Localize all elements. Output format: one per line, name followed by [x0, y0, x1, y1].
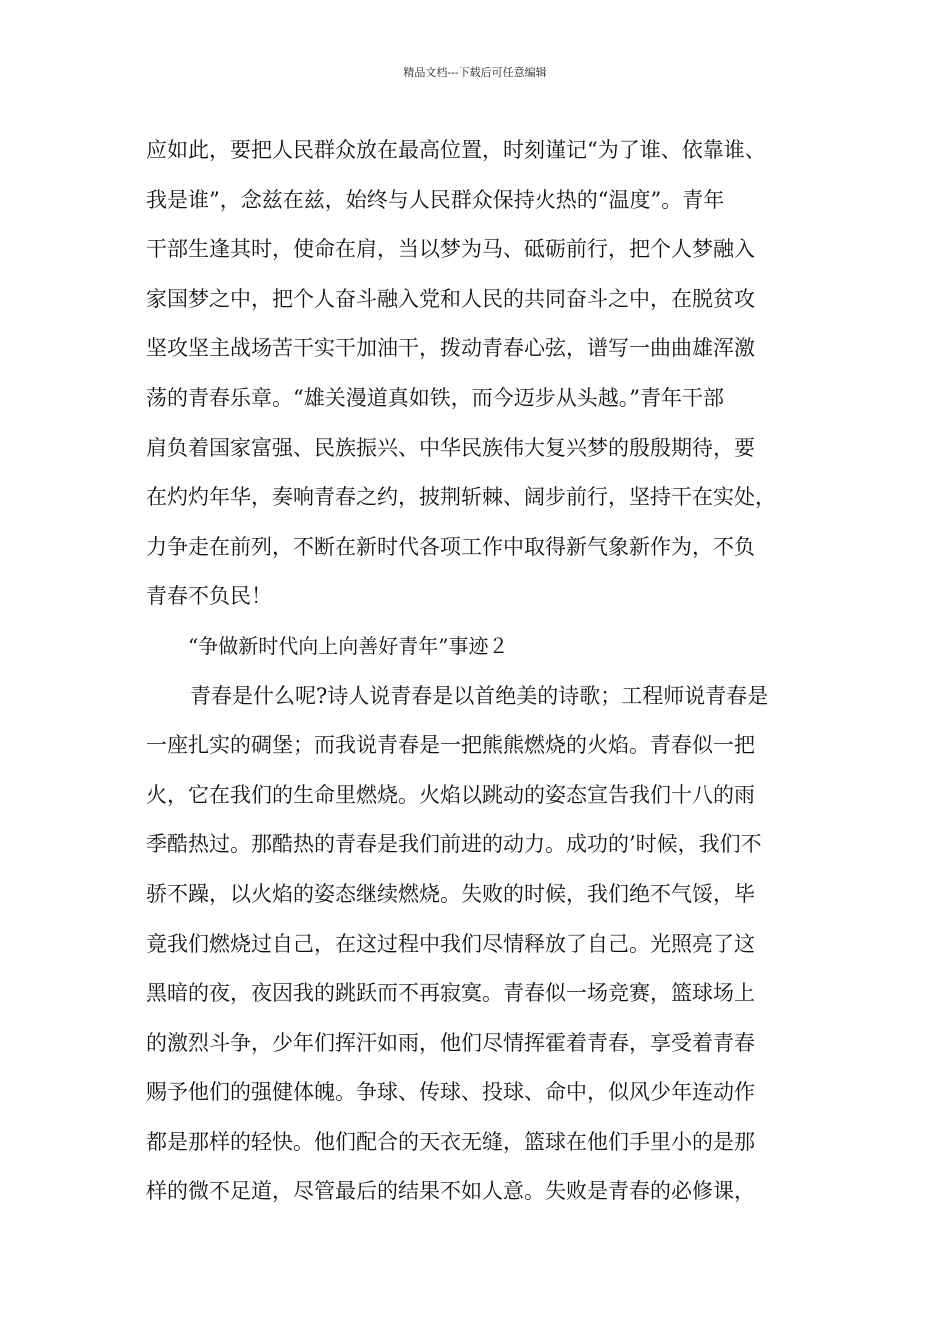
- text-line: 都是那样的轻快。他们配合的天衣无缝，篮球在他们手里小的是那: [146, 1129, 755, 1154]
- text-line: 的激烈斗争，少年们挥汗如雨，他们尽情挥霍着青春，享受着青春: [146, 1030, 755, 1055]
- text-line: 干部生逢其时，使命在肩，当以梦为马、砥砺前行，把个人梦融入: [146, 237, 755, 262]
- text-line: 一座扎实的碉堡；而我说青春是一把熊熊燃烧的火焰。青春似一把: [146, 733, 755, 758]
- document-body: [146, 128, 814, 1219]
- text-line: 样的微不足道，尽管最后的结果不如人意。失败是青春的必修课，: [146, 1179, 755, 1204]
- paragraph-1: [146, 128, 814, 624]
- text-line: 在灼灼年华，奏响青春之约，披荆斩棘、阔步前行，坚持干在实处，: [146, 485, 776, 510]
- text-line: 青春是什么呢?诗人说青春是以首绝美的诗歌；工程师说青春是: [190, 683, 769, 708]
- section-heading: “争做新时代向上向善好青年”事迹２: [188, 633, 509, 658]
- text-line: 家国梦之中，把个人奋斗融入党和人民的共同奋斗之中，在脱贫攻: [146, 286, 755, 311]
- text-line: 黑暗的夜，夜因我的跳跃而不再寂寞。青春似一场竞赛，篮球场上: [146, 981, 755, 1006]
- text-line: 肩负着国家富强、民族振兴、中华民族伟大复兴梦的殷殷期待，要: [146, 435, 755, 460]
- text-line: 骄不躁，以火焰的姿态继续燃烧。失败的时候，我们绝不气馁，毕: [146, 881, 755, 906]
- page-header: 精品文档---下载后可任意编辑: [403, 66, 547, 79]
- text-line: 应如此，要把人民群众放在最高位置，时刻谨记“为了谁、依靠谁、: [146, 138, 766, 162]
- text-line: 荡的青春乐章。“雄关漫道真如铁，而今迈步从头越。”青年干部: [146, 385, 724, 410]
- text-line: 我是谁”，念兹在兹，始终与人民群众保持火热的“温度”。青年: [146, 187, 725, 212]
- text-line: 青春不负民！: [146, 584, 272, 609]
- paragraph-2: [146, 674, 814, 1220]
- text-line: 力争走在前列，不断在新时代各项工作中取得新气象新作为，不负: [146, 534, 755, 559]
- text-line: 坚攻坚主战场苦干实干加油干，拨动青春心弦，谱写一曲曲雄浑激: [146, 336, 755, 361]
- text-line: 火，它在我们的生命里燃烧。火焰以跳动的姿态宣告我们十八的雨: [146, 782, 755, 807]
- text-line: 竟我们燃烧过自己，在这过程中我们尽情释放了自己。光照亮了这: [146, 931, 755, 956]
- text-line: 赐予他们的强健体魄。争球、传球、投球、命中，似风少年连动作: [146, 1080, 755, 1105]
- text-line: 季酷热过。那酷热的青春是我们前进的动力。成功的’时候，我们不: [146, 832, 762, 857]
